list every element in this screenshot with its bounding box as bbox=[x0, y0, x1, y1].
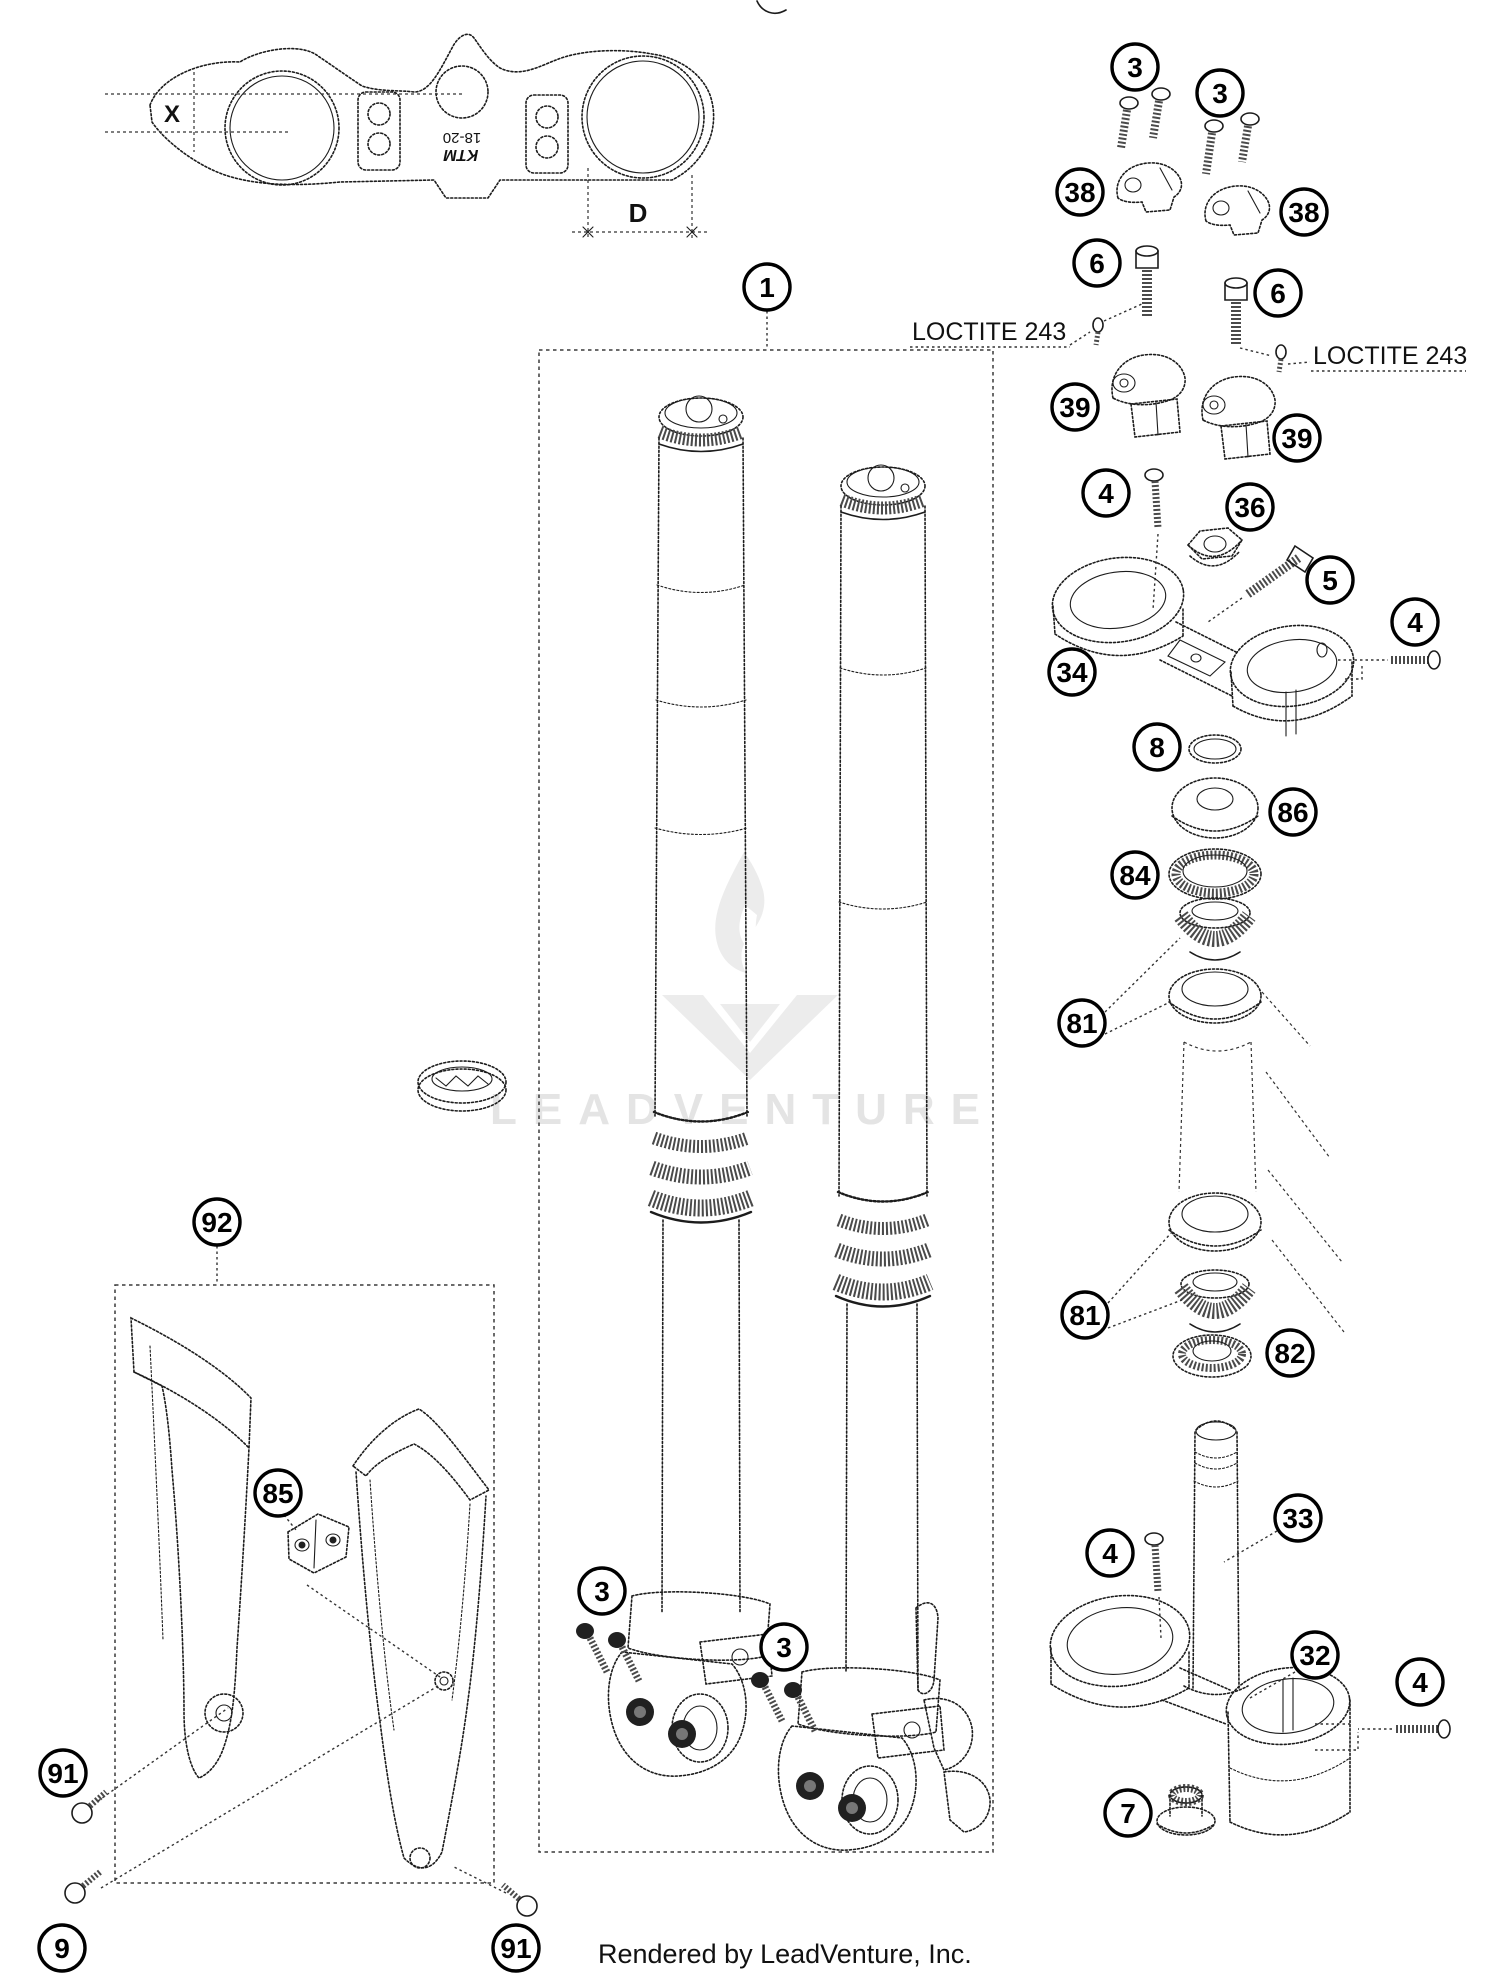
axle-clamp-left bbox=[608, 1592, 772, 1776]
callout-8[interactable] bbox=[1134, 724, 1180, 770]
svg-text:9: 9 bbox=[54, 1933, 70, 1964]
callout-4-d[interactable] bbox=[1397, 1659, 1443, 1705]
triple-clamp-top-view bbox=[105, 34, 714, 238]
callout-84[interactable] bbox=[1112, 852, 1158, 898]
svg-text:6: 6 bbox=[1089, 248, 1105, 279]
callout-7[interactable] bbox=[1105, 1790, 1151, 1836]
clamp-stamped-logo bbox=[443, 146, 478, 163]
svg-text:38: 38 bbox=[1288, 197, 1320, 228]
svg-text:4: 4 bbox=[1098, 478, 1114, 509]
bearing-81-upper bbox=[1180, 898, 1250, 960]
leadventure-watermark-logo bbox=[662, 852, 838, 1080]
svg-text:4: 4 bbox=[1407, 607, 1423, 638]
svg-text:7: 7 bbox=[1120, 1798, 1136, 1829]
callout-6-b[interactable] bbox=[1255, 270, 1301, 316]
svg-text:38: 38 bbox=[1064, 177, 1096, 208]
svg-text:3: 3 bbox=[1127, 52, 1143, 83]
dimension-d-label: D bbox=[628, 198, 648, 228]
axle-clamp-right bbox=[778, 1668, 990, 1850]
svg-text:1: 1 bbox=[759, 272, 775, 303]
svg-text:33: 33 bbox=[1282, 1503, 1314, 1534]
dimension-x bbox=[105, 72, 462, 152]
callout-3-c[interactable] bbox=[579, 1568, 625, 1614]
svg-text:39: 39 bbox=[1281, 423, 1313, 454]
fork-leg-right bbox=[778, 465, 990, 1850]
svg-text:4: 4 bbox=[1412, 1667, 1428, 1698]
callout-81-upper[interactable] bbox=[1059, 1000, 1105, 1046]
o-ring-8 bbox=[1189, 735, 1241, 763]
fork-guard-group bbox=[65, 1246, 537, 1916]
svg-text:36: 36 bbox=[1234, 492, 1266, 523]
svg-text:8: 8 bbox=[1149, 732, 1165, 763]
callout-4-c[interactable] bbox=[1087, 1530, 1133, 1576]
rubber-stop-7 bbox=[1157, 1787, 1215, 1835]
loctite-left-text: LOCTITE 243 bbox=[912, 318, 1067, 346]
callout-6-a[interactable] bbox=[1074, 240, 1120, 286]
bolt-6-right bbox=[1225, 278, 1247, 346]
callout-36[interactable] bbox=[1227, 484, 1273, 530]
callout-39-b[interactable] bbox=[1274, 415, 1320, 461]
callout-91-a[interactable] bbox=[40, 1750, 86, 1796]
loctite-right-text: LOCTITE 243 bbox=[1313, 342, 1468, 370]
svg-text:39: 39 bbox=[1059, 392, 1091, 423]
screw-4-bottom-right bbox=[1315, 1720, 1450, 1750]
fork-guard-box bbox=[115, 1285, 494, 1883]
svg-text:3: 3 bbox=[594, 1576, 610, 1607]
screw-9 bbox=[65, 1872, 100, 1903]
callout-82[interactable] bbox=[1267, 1330, 1313, 1376]
bottom-triple-clamp-32 bbox=[1045, 1588, 1354, 1835]
screw-91-upper bbox=[72, 1792, 106, 1823]
steering-stem-33 bbox=[1184, 1421, 1277, 1695]
screw-4-upper bbox=[1145, 469, 1163, 610]
cropped-title-fragment bbox=[757, 1, 786, 13]
callout-38-b[interactable] bbox=[1281, 189, 1327, 235]
svg-text:91: 91 bbox=[47, 1758, 79, 1789]
callout-9[interactable] bbox=[39, 1925, 85, 1971]
callout-39-a[interactable] bbox=[1052, 384, 1098, 430]
svg-text:4: 4 bbox=[1102, 1538, 1118, 1569]
callout-1[interactable] bbox=[744, 264, 790, 310]
svg-text:84: 84 bbox=[1119, 860, 1151, 891]
screw-4-lower bbox=[1145, 1533, 1163, 1638]
footer-credit: Rendered by LeadVenture, Inc. bbox=[598, 1939, 972, 1969]
callout-92[interactable] bbox=[194, 1199, 240, 1245]
screws-3-top-right-pair bbox=[1205, 113, 1259, 174]
callout-91-b[interactable] bbox=[493, 1925, 539, 1971]
guard-bracket-85 bbox=[284, 1514, 349, 1573]
callout-3-d[interactable] bbox=[761, 1624, 807, 1670]
callout-33[interactable] bbox=[1275, 1495, 1321, 1541]
svg-text:81: 81 bbox=[1069, 1300, 1101, 1331]
fork-guard-left bbox=[131, 1318, 251, 1778]
callout-38-a[interactable] bbox=[1057, 169, 1103, 215]
fork-guard-right bbox=[353, 1409, 489, 1868]
svg-text:82: 82 bbox=[1274, 1338, 1306, 1369]
bearing-race-upper bbox=[1169, 969, 1261, 1023]
callout-81-lower[interactable] bbox=[1062, 1292, 1108, 1338]
svg-text:34: 34 bbox=[1056, 657, 1088, 688]
loctite-note-right bbox=[1240, 342, 1467, 372]
svg-text:92: 92 bbox=[201, 1207, 233, 1238]
steering-stem-nut-36 bbox=[1188, 528, 1242, 566]
bearing-81-lower bbox=[1181, 1270, 1249, 1332]
svg-text:32: 32 bbox=[1299, 1640, 1331, 1671]
clamp-stamped-marking bbox=[443, 129, 481, 146]
svg-text:KTM: KTM bbox=[443, 146, 479, 163]
screws-3-top-left-pair bbox=[1120, 88, 1170, 148]
dimension-x-label: X bbox=[163, 101, 181, 128]
svg-text:81: 81 bbox=[1066, 1008, 1098, 1039]
callout-3-a[interactable] bbox=[1112, 44, 1158, 90]
callout-86[interactable] bbox=[1270, 789, 1316, 835]
clamp-38-left bbox=[1117, 163, 1182, 212]
screws-3-left-pair bbox=[576, 1623, 639, 1681]
svg-text:3: 3 bbox=[1212, 78, 1228, 109]
callout-5[interactable] bbox=[1307, 557, 1353, 603]
bearing-cover-86 bbox=[1172, 778, 1258, 838]
clamp-39-left bbox=[1112, 354, 1185, 437]
frame-head-tube bbox=[1179, 992, 1344, 1332]
callout-4-a[interactable] bbox=[1083, 470, 1129, 516]
clamp-39-right bbox=[1202, 376, 1275, 459]
seal-washer-82 bbox=[1173, 1335, 1251, 1377]
clamp-38-right bbox=[1205, 186, 1270, 235]
screws-3-right-pair bbox=[751, 1672, 815, 1731]
seal-ring-84 bbox=[1169, 849, 1261, 899]
svg-text:86: 86 bbox=[1277, 797, 1309, 828]
svg-text:18-20: 18-20 bbox=[442, 129, 482, 146]
screw-91-lower bbox=[503, 1885, 537, 1916]
loctite-note-left bbox=[910, 303, 1144, 347]
callout-34[interactable] bbox=[1049, 649, 1095, 695]
bearing-race-lower bbox=[1169, 1193, 1261, 1251]
callout-32[interactable] bbox=[1292, 1632, 1338, 1678]
svg-text:5: 5 bbox=[1322, 565, 1338, 596]
fork-assembly-group bbox=[539, 311, 993, 1852]
svg-text:85: 85 bbox=[262, 1478, 294, 1509]
callout-3-b[interactable] bbox=[1197, 70, 1243, 116]
svg-text:3: 3 bbox=[776, 1632, 792, 1663]
callout-4-b[interactable] bbox=[1392, 599, 1438, 645]
watermark-text: LEADVENTURE bbox=[490, 1085, 997, 1134]
svg-text:91: 91 bbox=[500, 1933, 532, 1964]
callout-85[interactable] bbox=[255, 1470, 301, 1516]
svg-text:6: 6 bbox=[1270, 278, 1286, 309]
